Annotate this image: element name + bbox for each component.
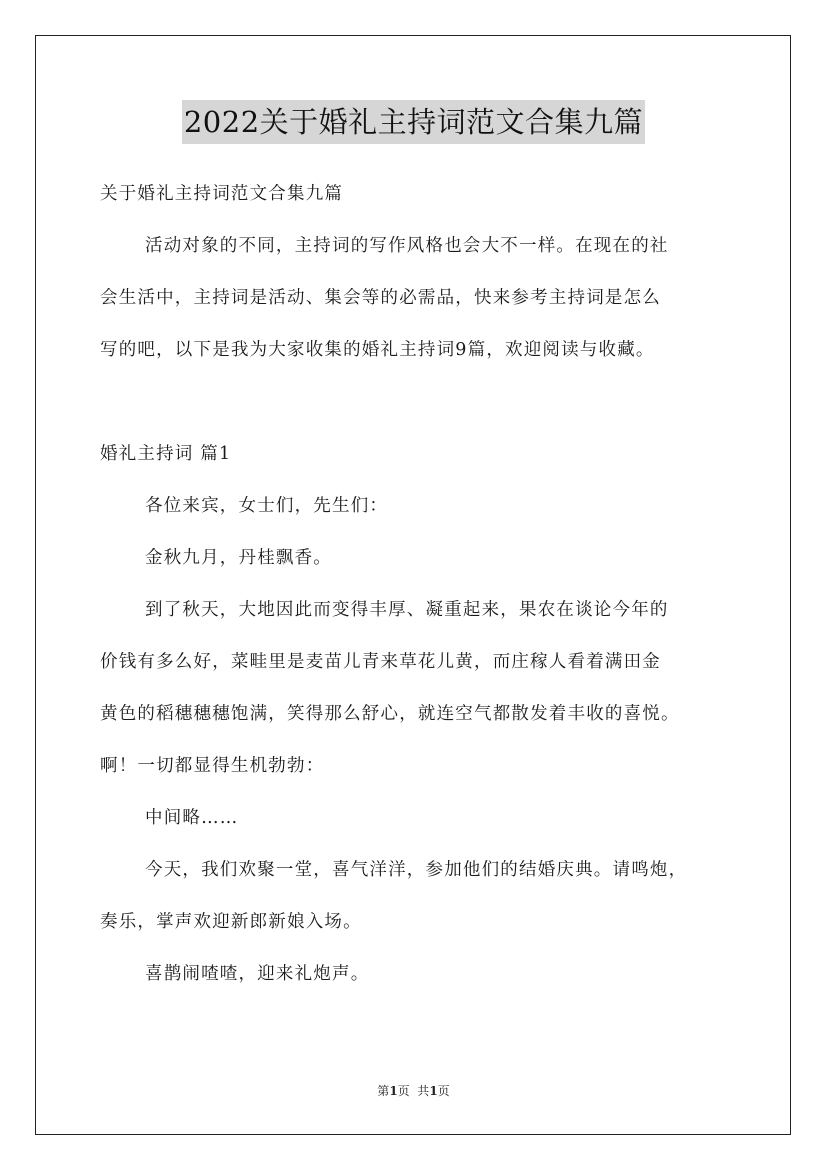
paragraph-line: 今天，我们欢聚一堂，喜气洋洋，参加他们的结婚庆典。请鸣炮， (145, 860, 688, 880)
intro-line: 写的吧，以下是我为大家收集的婚礼主持词9篇，欢迎阅读与收藏。 (100, 340, 655, 360)
footer-page-total: 1 (429, 1084, 438, 1098)
document-subtitle: 关于婚礼主持词范文合集九篇 (100, 184, 344, 204)
title-container (0, 100, 827, 144)
paragraph-line: 黄色的稻穗穗穗饱满，笑得那么舒心，就连空气都散发着丰收的喜悦。 (100, 704, 680, 724)
paragraph-line: 各位来宾，女士们，先生们： (145, 496, 389, 516)
paragraph-line: 到了秋天，大地因此而变得丰厚、凝重起来，果农在谈论今年的 (145, 600, 669, 620)
footer-page-prefix: 第 (377, 1084, 390, 1098)
paragraph-line: 喜鹊闹喳喳，迎来礼炮声。 (145, 964, 370, 984)
footer-page-current: 1 (389, 1084, 398, 1098)
paragraph-line: 啊！一切都显得生机勃勃： (100, 756, 325, 776)
paragraph-line: 金秋九月，丹桂飘香。 (145, 548, 332, 568)
section-heading: 婚礼主持词 篇1 (100, 444, 232, 464)
document-title: 2022关于婚礼主持词范文合集九篇 (182, 100, 645, 144)
intro-line: 会生活中，主持词是活动、集会等的必需品，快来参考主持词是怎么 (100, 288, 661, 308)
paragraph-line: 奏乐，掌声欢迎新郎新娘入场。 (100, 912, 362, 932)
intro-line: 活动对象的不同，主持词的写作风格也会大不一样。在现在的社 (145, 236, 669, 256)
paragraph-line: 中间略…… (145, 808, 239, 828)
footer-page-suffix: 页 (437, 1084, 450, 1098)
footer-page-mid: 页 共 (397, 1084, 430, 1098)
document-body (100, 168, 750, 1000)
paragraph-line: 价钱有多么好，菜畦里是麦苗儿青来草花儿黄，而庄稼人看着满田金 (100, 652, 661, 672)
spacer (100, 376, 750, 428)
page-footer (0, 1082, 827, 1099)
